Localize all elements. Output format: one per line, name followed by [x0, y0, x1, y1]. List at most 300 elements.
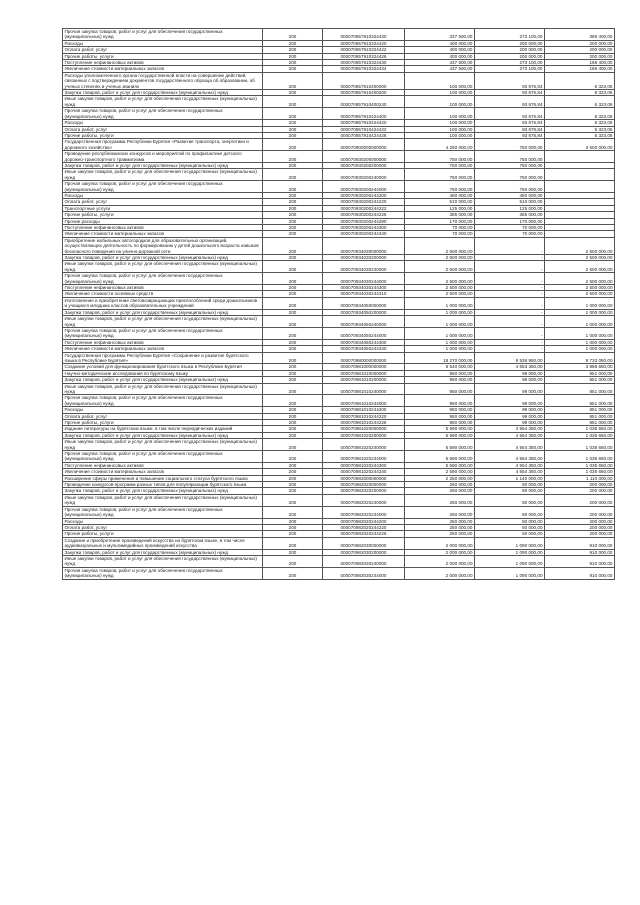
- table-row: [63, 327, 615, 339]
- approved-amount: 437 500,00: [405, 60, 475, 66]
- approved-amount: 170 000,00: [405, 218, 475, 224]
- executed-amount: 93 676,84: [475, 132, 545, 138]
- budget-class-code: 000070934050244300: [323, 339, 405, 345]
- table-row: [63, 537, 615, 549]
- unexecuted-amount: 6 323,06: [545, 90, 615, 96]
- unexecuted-amount: 851 000,00: [545, 395, 615, 407]
- executed-amount: 93 676,84: [475, 90, 545, 96]
- unexecuted-amount: 910 000,00: [545, 537, 615, 549]
- executed-amount: 200 000,00: [475, 47, 545, 53]
- line-item-name: Поступление нефинансовых активов: [63, 462, 263, 468]
- budget-class-code: 000070934050244000: [323, 327, 405, 339]
- line-code: 200: [263, 66, 323, 72]
- unexecuted-amount: 200 000,00: [545, 531, 615, 537]
- line-code: 200: [263, 537, 323, 549]
- line-code: 200: [263, 346, 323, 352]
- line-code: 200: [263, 555, 323, 567]
- approved-amount: 125 000,00: [405, 205, 475, 211]
- approved-amount: 750 000,00: [405, 151, 475, 163]
- executed-amount: 99 000,00: [475, 395, 545, 407]
- line-code: 200: [263, 90, 323, 96]
- line-item-name: Прочие работы, услуги: [63, 53, 263, 59]
- approved-amount: 2 500 000,00: [405, 291, 475, 297]
- line-item-name: Прочие расходы: [63, 218, 263, 224]
- line-item-name: Государственная программа Республики Бурятия «Сохранение и развитие бурятского языка в Республике Бурятия»: [63, 352, 263, 364]
- approved-amount: 8 540 000,00: [405, 364, 475, 370]
- table-row: [63, 237, 615, 254]
- approved-amount: 1 000 000,00: [405, 309, 475, 315]
- budget-class-code: 000070934050200000: [323, 309, 405, 315]
- executed-amount: 50 000,00: [475, 488, 545, 494]
- budget-class-code: 000070930200200000: [323, 162, 405, 168]
- budget-class-code: 000070981010000000: [323, 370, 405, 376]
- approved-amount: 250 000,00: [405, 524, 475, 530]
- line-code: 200: [263, 53, 323, 59]
- line-code: 200: [263, 108, 323, 120]
- budget-class-code: 000070981020200000: [323, 432, 405, 438]
- line-item-name: Проведение республиканских конкурсов и мероприятий по профилактике детского дорожно-транспортного травматизма: [63, 151, 263, 163]
- line-item-name: Прочая закупка товаров, работ и услуг для обеспечения государственных (муниципальных) нужд: [63, 395, 263, 407]
- line-item-name: Иные закупки товаров, работ и услуг для обеспечения государственных (муниципальных) нужд: [63, 316, 263, 328]
- line-item-name: Транспортные услуги: [63, 205, 263, 211]
- executed-amount: -: [475, 327, 545, 339]
- approved-amount: 2 500 000,00: [405, 237, 475, 254]
- line-code: 200: [263, 120, 323, 126]
- line-code: 200: [263, 297, 323, 309]
- line-item-name: Закупка товаров, работ и услуг для государственных (муниципальных) нужд: [63, 432, 263, 438]
- line-code: 200: [263, 370, 323, 376]
- executed-amount: 200 000,00: [475, 53, 545, 59]
- line-item-name: Расходы: [63, 120, 263, 126]
- budget-class-code: 000070982020244000: [323, 506, 405, 518]
- line-item-name: Увеличение стоимости материальных запасов: [63, 346, 263, 352]
- unexecuted-amount: 2 500 000,00: [545, 255, 615, 261]
- executed-amount: 273 100,00: [475, 29, 545, 41]
- unexecuted-amount: 1 110 000,00: [545, 475, 615, 481]
- line-code: 200: [263, 169, 323, 181]
- approved-amount: 950 000,00: [405, 377, 475, 383]
- line-code: 200: [263, 205, 323, 211]
- executed-amount: 93 676,84: [475, 108, 545, 120]
- approved-amount: 2 500 000,00: [405, 273, 475, 285]
- line-code: 200: [263, 255, 323, 261]
- line-item-name: Иные закупки товаров, работ и услуг для обеспечения государственных (муниципальных) нужд: [63, 169, 263, 181]
- budget-class-code: 000070981000000000: [323, 364, 405, 370]
- budget-class-code: 000070934030244310: [323, 291, 405, 297]
- line-item-name: Научно-методические исследования по бурятскому языку: [63, 370, 263, 376]
- line-code: 200: [263, 273, 323, 285]
- approved-amount: 400 000,00: [405, 53, 475, 59]
- unexecuted-amount: 1 000 000,00: [545, 309, 615, 315]
- unexecuted-amount: 910 000,00: [545, 555, 615, 567]
- approved-amount: 2 000 000,00: [405, 567, 475, 579]
- unexecuted-amount: [545, 151, 615, 163]
- executed-amount: -: [475, 346, 545, 352]
- line-item-name: Поступление нефинансовых активов: [63, 285, 263, 291]
- table-row: [63, 555, 615, 567]
- line-item-name: Закупка товаров, работ и услуг для государственных (муниципальных) нужд: [63, 90, 263, 96]
- line-code: 200: [263, 72, 323, 89]
- budget-class-code: 000070857910324420: [323, 40, 405, 46]
- approved-amount: 70 000,00: [405, 231, 475, 237]
- line-item-name: Расходы: [63, 407, 263, 413]
- approved-amount: 250 000,00: [405, 531, 475, 537]
- executed-amount: 125 000,00: [475, 205, 545, 211]
- executed-amount: 99 000,00: [475, 377, 545, 383]
- budget-class-code: 000070857910400200: [323, 90, 405, 96]
- approved-amount: 100 000,00: [405, 96, 475, 108]
- budget-class-code: 000070930200244000: [323, 181, 405, 193]
- approved-amount: 750 000,00: [405, 169, 475, 181]
- executed-amount: 4 554 350,00: [475, 469, 545, 475]
- unexecuted-amount: 6 323,06: [545, 96, 615, 108]
- table-row: [63, 352, 615, 364]
- table-row: [63, 395, 615, 407]
- unexecuted-amount: 851 000,00: [545, 383, 615, 395]
- approved-amount: 2 000 000,00: [405, 555, 475, 567]
- executed-amount: 93 676,84: [475, 72, 545, 89]
- line-code: 200: [263, 377, 323, 383]
- approved-amount: 1 000 000,00: [405, 346, 475, 352]
- line-item-name: Увеличение стоимости материальных запасов: [63, 231, 263, 237]
- budget-class-code: 000070934050244340: [323, 346, 405, 352]
- line-code: 200: [263, 364, 323, 370]
- approved-amount: 1 000 000,00: [405, 297, 475, 309]
- budget-class-code: 000070930200244340: [323, 231, 405, 237]
- line-code: 200: [263, 413, 323, 419]
- line-code: 200: [263, 47, 323, 53]
- approved-amount: 2 500 000,00: [405, 255, 475, 261]
- unexecuted-amount: 200 000,00: [545, 482, 615, 488]
- budget-class-code: 000070981010244200: [323, 407, 405, 413]
- line-item-name: Поступление нефинансовых активов: [63, 60, 263, 66]
- budget-class-code: 000070981020240000: [323, 439, 405, 451]
- unexecuted-amount: 6 323,06: [545, 72, 615, 89]
- line-item-name: Расходы: [63, 518, 263, 524]
- executed-amount: 750 000,00: [475, 162, 545, 168]
- line-item-name: Поступление нефинансовых активов: [63, 225, 263, 231]
- table-row: [63, 506, 615, 518]
- executed-amount: 93 676,84: [475, 126, 545, 132]
- budget-class-code: 000070982020240000: [323, 494, 405, 506]
- line-item-name: Иные закупки товаров, работ и услуг для обеспечения государственных (муниципальных) нужд: [63, 261, 263, 273]
- line-code: 200: [263, 40, 323, 46]
- executed-amount: 4 554 350,00: [475, 426, 545, 432]
- line-code: 200: [263, 96, 323, 108]
- executed-amount: 4 554 350,00: [475, 462, 545, 468]
- line-item-name: Иные закупки товаров, работ и услуг для обеспечения государственных (муниципальных) нужд: [63, 383, 263, 395]
- budget-class-code: 000070982030240000: [323, 555, 405, 567]
- line-code: 200: [263, 139, 323, 151]
- budget-class-code: 000070857910324434: [323, 66, 405, 72]
- line-item-name: Закупка товаров, работ и услуг для государственных (муниципальных) нужд: [63, 255, 263, 261]
- line-code: 200: [263, 309, 323, 315]
- executed-amount: 1 090 000,00: [475, 555, 545, 567]
- line-item-name: Прочая закупка товаров, работ и услуг для обеспечения государственных (муниципальных) нужд: [63, 506, 263, 518]
- unexecuted-amount: 851 000,00: [545, 370, 615, 376]
- unexecuted-amount: 1 035 650,00: [545, 439, 615, 451]
- budget-class-code: 000070930200244290: [323, 218, 405, 224]
- line-item-name: Прочие работы, услуги: [63, 420, 263, 426]
- table-row: [63, 169, 615, 181]
- approved-amount: 400 000,00: [405, 47, 475, 53]
- unexecuted-amount: 2 500 000,00: [545, 261, 615, 273]
- approved-amount: 5 590 000,00: [405, 439, 475, 451]
- approved-amount: 100 000,00: [405, 108, 475, 120]
- executed-amount: -: [475, 285, 545, 291]
- approved-amount: 18 270 000,00: [405, 352, 475, 364]
- line-item-name: Иные закупки товаров, работ и услуг для обеспечения государственных (муниципальных) нужд: [63, 555, 263, 567]
- line-item-name: Увеличение стоимости материальных запасов: [63, 469, 263, 475]
- budget-class-code: 000070930200244222: [323, 205, 405, 211]
- unexecuted-amount: [545, 181, 615, 193]
- approved-amount: 100 000,00: [405, 72, 475, 89]
- approved-amount: 5 590 000,00: [405, 451, 475, 463]
- approved-amount: 2 000 000,00: [405, 549, 475, 555]
- line-code: 200: [263, 395, 323, 407]
- budget-class-code: 000070930200244226: [323, 212, 405, 218]
- executed-amount: 70 000,00: [475, 231, 545, 237]
- line-code: 200: [263, 488, 323, 494]
- executed-amount: 50 000,00: [475, 531, 545, 537]
- unexecuted-amount: 1 000 000,00: [545, 327, 615, 339]
- executed-amount: -: [475, 316, 545, 328]
- approved-amount: 510 000,00: [405, 199, 475, 205]
- table-row: [63, 383, 615, 395]
- executed-amount: 4 554 350,00: [475, 432, 545, 438]
- unexecuted-amount: 200 000,00: [545, 524, 615, 530]
- unexecuted-amount: 1 035 650,00: [545, 451, 615, 463]
- executed-amount: 99 000,00: [475, 413, 545, 419]
- line-code: 200: [263, 482, 323, 488]
- approved-amount: 100 000,00: [405, 132, 475, 138]
- budget-class-code: 000070982020244200: [323, 518, 405, 524]
- line-code: 200: [263, 531, 323, 537]
- unexecuted-amount: 1 035 650,00: [545, 469, 615, 475]
- budget-class-code: 000070930200000000: [323, 151, 405, 163]
- budget-table: [62, 28, 615, 580]
- executed-amount: -: [475, 309, 545, 315]
- line-item-name: Издание литературы на бурятском языке, в том числе периодических изданий: [63, 426, 263, 432]
- table-row: [63, 96, 615, 108]
- approved-amount: 950 000,00: [405, 395, 475, 407]
- line-code: 200: [263, 316, 323, 328]
- approved-amount: 1 000 000,00: [405, 316, 475, 328]
- budget-class-code: 000070981010244220: [323, 413, 405, 419]
- unexecuted-amount: 1 035 650,00: [545, 462, 615, 468]
- budget-class-code: 000070857910424420: [323, 120, 405, 126]
- unexecuted-amount: 6 323,06: [545, 132, 615, 138]
- line-code: 200: [263, 506, 323, 518]
- line-code: 200: [263, 225, 323, 231]
- budget-class-code: 000070934030244000: [323, 273, 405, 285]
- executed-amount: -: [475, 339, 545, 345]
- approved-amount: 750 000,00: [405, 181, 475, 193]
- executed-amount: 385 000,00: [475, 212, 545, 218]
- line-item-name: Создание условий для функционирования бурятского языка в Республике Бурятия: [63, 364, 263, 370]
- budget-class-code: 000070982020244226: [323, 531, 405, 537]
- executed-amount: 750 000,00: [475, 151, 545, 163]
- table-row: [63, 151, 615, 163]
- budget-class-code: 000070930200240000: [323, 169, 405, 181]
- budget-class-code: 000070980000000000: [323, 352, 405, 364]
- unexecuted-amount: 1 000 000,00: [545, 316, 615, 328]
- approved-amount: 2 000 000,00: [405, 537, 475, 549]
- executed-amount: 8 536 950,00: [475, 352, 545, 364]
- executed-amount: 93 676,84: [475, 96, 545, 108]
- line-item-name: Закупка товаров, работ и услуг для государственных (муниципальных) нужд: [63, 549, 263, 555]
- budget-class-code: 000070857910400000: [323, 72, 405, 89]
- line-item-name: Прочая закупка товаров, работ и услуг для обеспечения государственных (муниципальных) нужд: [63, 108, 263, 120]
- executed-amount: 99 000,00: [475, 420, 545, 426]
- executed-amount: 750 000,00: [475, 139, 545, 151]
- line-code: 200: [263, 291, 323, 297]
- line-code: 200: [263, 132, 323, 138]
- line-code: 200: [263, 352, 323, 364]
- approved-amount: 2 500 000,00: [405, 285, 475, 291]
- unexecuted-amount: 166 400,00: [545, 60, 615, 66]
- line-item-name: Расходы: [63, 40, 263, 46]
- budget-class-code: 000070857910324430: [323, 60, 405, 66]
- line-item-name: Прочая закупка товаров, работ и услуг для обеспечения государственных (муниципальных) нужд: [63, 181, 263, 193]
- executed-amount: 50 000,00: [475, 494, 545, 506]
- line-code: 200: [263, 181, 323, 193]
- unexecuted-amount: 6 323,06: [545, 120, 615, 126]
- executed-amount: 4 554 350,00: [475, 439, 545, 451]
- executed-amount: 273 100,00: [475, 66, 545, 72]
- unexecuted-amount: 200 000,00: [545, 47, 615, 53]
- approved-amount: 5 590 000,00: [405, 432, 475, 438]
- executed-amount: 510 000,00: [475, 199, 545, 205]
- table-row: [63, 72, 615, 89]
- line-item-name: Прочая закупка товаров, работ и услуг для обеспечения государственных (муниципальных) нужд: [63, 29, 263, 41]
- budget-class-code: 000070930200244220: [323, 199, 405, 205]
- executed-amount: 170 000,00: [475, 218, 545, 224]
- table-row: [63, 439, 615, 451]
- line-item-name: Оплата работ, услуг: [63, 413, 263, 419]
- executed-amount: 1 140 000,00: [475, 475, 545, 481]
- executed-amount: -: [475, 237, 545, 254]
- unexecuted-amount: 200 000,00: [545, 40, 615, 46]
- approved-amount: 250 000,00: [405, 518, 475, 524]
- executed-amount: 50 000,00: [475, 482, 545, 488]
- line-code: 200: [263, 29, 323, 41]
- budget-class-code: 000070857910324422: [323, 47, 405, 53]
- line-code: 200: [263, 524, 323, 530]
- budget-class-code: 000070981010200000: [323, 377, 405, 383]
- approved-amount: 100 000,00: [405, 126, 475, 132]
- table-row: [63, 567, 615, 579]
- approved-amount: 950 000,00: [405, 370, 475, 376]
- unexecuted-amount: 200 000,00: [545, 506, 615, 518]
- line-code: 200: [263, 420, 323, 426]
- line-item-name: Государственная программа Республики Бурятия «Развитие транспорта, энергетики и дорожного хозяйства»: [63, 139, 263, 151]
- line-item-name: Оплата работ, услуг: [63, 199, 263, 205]
- approved-amount: 250 000,00: [405, 494, 475, 506]
- executed-amount: 4 653 350,00: [475, 364, 545, 370]
- unexecuted-amount: 1 000 000,00: [545, 297, 615, 309]
- line-code: 200: [263, 162, 323, 168]
- line-item-name: Расходы: [63, 192, 263, 198]
- line-code: 200: [263, 475, 323, 481]
- line-item-name: Проведение конкурсов-программ разных типов для популяризации бурятского языка: [63, 482, 263, 488]
- line-code: 200: [263, 469, 323, 475]
- line-code: 200: [263, 285, 323, 291]
- unexecuted-amount: 2 500 000,00: [545, 237, 615, 254]
- budget-class-code: 000070857910424400: [323, 108, 405, 120]
- executed-amount: -: [475, 291, 545, 297]
- approved-amount: 750 000,00: [405, 162, 475, 168]
- line-code: 200: [263, 439, 323, 451]
- budget-class-code: 000070857910324430: [323, 29, 405, 41]
- budget-class-code: 000070982020200000: [323, 488, 405, 494]
- line-item-name: Оплата работ, услуг: [63, 47, 263, 53]
- executed-amount: 93 676,84: [475, 120, 545, 126]
- executed-amount: 480 000,00: [475, 192, 545, 198]
- line-code: 200: [263, 451, 323, 463]
- budget-class-code: 000070934030000000: [323, 237, 405, 254]
- table-row: [63, 297, 615, 309]
- line-item-name: Приобретение мобильных автогородков для образовательных организаций, осуществляющих деятельность по формированию у детей дошкольного возраста навыков безопасного поведения на улично-дорожной сети: [63, 237, 263, 254]
- line-code: 200: [263, 60, 323, 66]
- line-code: 200: [263, 126, 323, 132]
- table-row: [63, 494, 615, 506]
- executed-amount: 200 000,00: [475, 40, 545, 46]
- approved-amount: 2 590 000,00: [405, 469, 475, 475]
- unexecuted-amount: 2 500 000,00: [545, 273, 615, 285]
- line-item-name: Иные закупки товаров, работ и услуг для обеспечения государственных (муниципальных) нужд: [63, 439, 263, 451]
- line-item-name: Создание и приобретение произведений искусства на бурятском языке, в том числе аудиовизуальных и мультимедийных произведений искусства: [63, 537, 263, 549]
- unexecuted-amount: 3 500 000,00: [545, 139, 615, 151]
- budget-class-code: 000070857910424422: [323, 126, 405, 132]
- approved-amount: 250 000,00: [405, 506, 475, 518]
- budget-class-code: 000070981010244000: [323, 395, 405, 407]
- unexecuted-amount: 3 886 650,00: [545, 364, 615, 370]
- executed-amount: -: [475, 273, 545, 285]
- budget-class-code: 000070857910324426: [323, 53, 405, 59]
- unexecuted-amount: 200 000,00: [545, 494, 615, 506]
- budget-class-code: 000070982030200000: [323, 549, 405, 555]
- executed-amount: 1 090 000,00: [475, 567, 545, 579]
- budget-class-code: 000070934050000000: [323, 297, 405, 309]
- unexecuted-amount: 1 035 650,00: [545, 432, 615, 438]
- line-item-name: Прочая закупка товаров, работ и услуг для обеспечения государственных (муниципальных) нужд: [63, 327, 263, 339]
- approved-amount: 100 000,00: [405, 90, 475, 96]
- table-row: [63, 29, 615, 41]
- budget-class-code: 000070981010244226: [323, 420, 405, 426]
- executed-amount: 750 000,00: [475, 181, 545, 193]
- unexecuted-amount: 9 733 050,00: [545, 352, 615, 364]
- budget-class-code: 000070900000000000: [323, 139, 405, 151]
- budget-class-code: 000070982030000000: [323, 537, 405, 549]
- table-row: [63, 273, 615, 285]
- table-row: [63, 108, 615, 120]
- budget-class-code: 000070982030244000: [323, 567, 405, 579]
- line-item-name: Оплата работ, услуг: [63, 126, 263, 132]
- budget-class-code: 000070934030240000: [323, 261, 405, 273]
- unexecuted-amount: [545, 169, 615, 181]
- line-code: 200: [263, 426, 323, 432]
- table-row: [63, 316, 615, 328]
- approved-amount: 1 000 000,00: [405, 339, 475, 345]
- approved-amount: 100 000,00: [405, 120, 475, 126]
- approved-amount: 400 000,00: [405, 40, 475, 46]
- line-code: 200: [263, 383, 323, 395]
- executed-amount: 99 000,00: [475, 370, 545, 376]
- budget-class-code: 000070981020244340: [323, 469, 405, 475]
- line-code: 200: [263, 462, 323, 468]
- line-item-name: Изготовление и приобретение световозвращающих приспособлений среди дошкольников и учащихся младших классов образовательных учреждений: [63, 297, 263, 309]
